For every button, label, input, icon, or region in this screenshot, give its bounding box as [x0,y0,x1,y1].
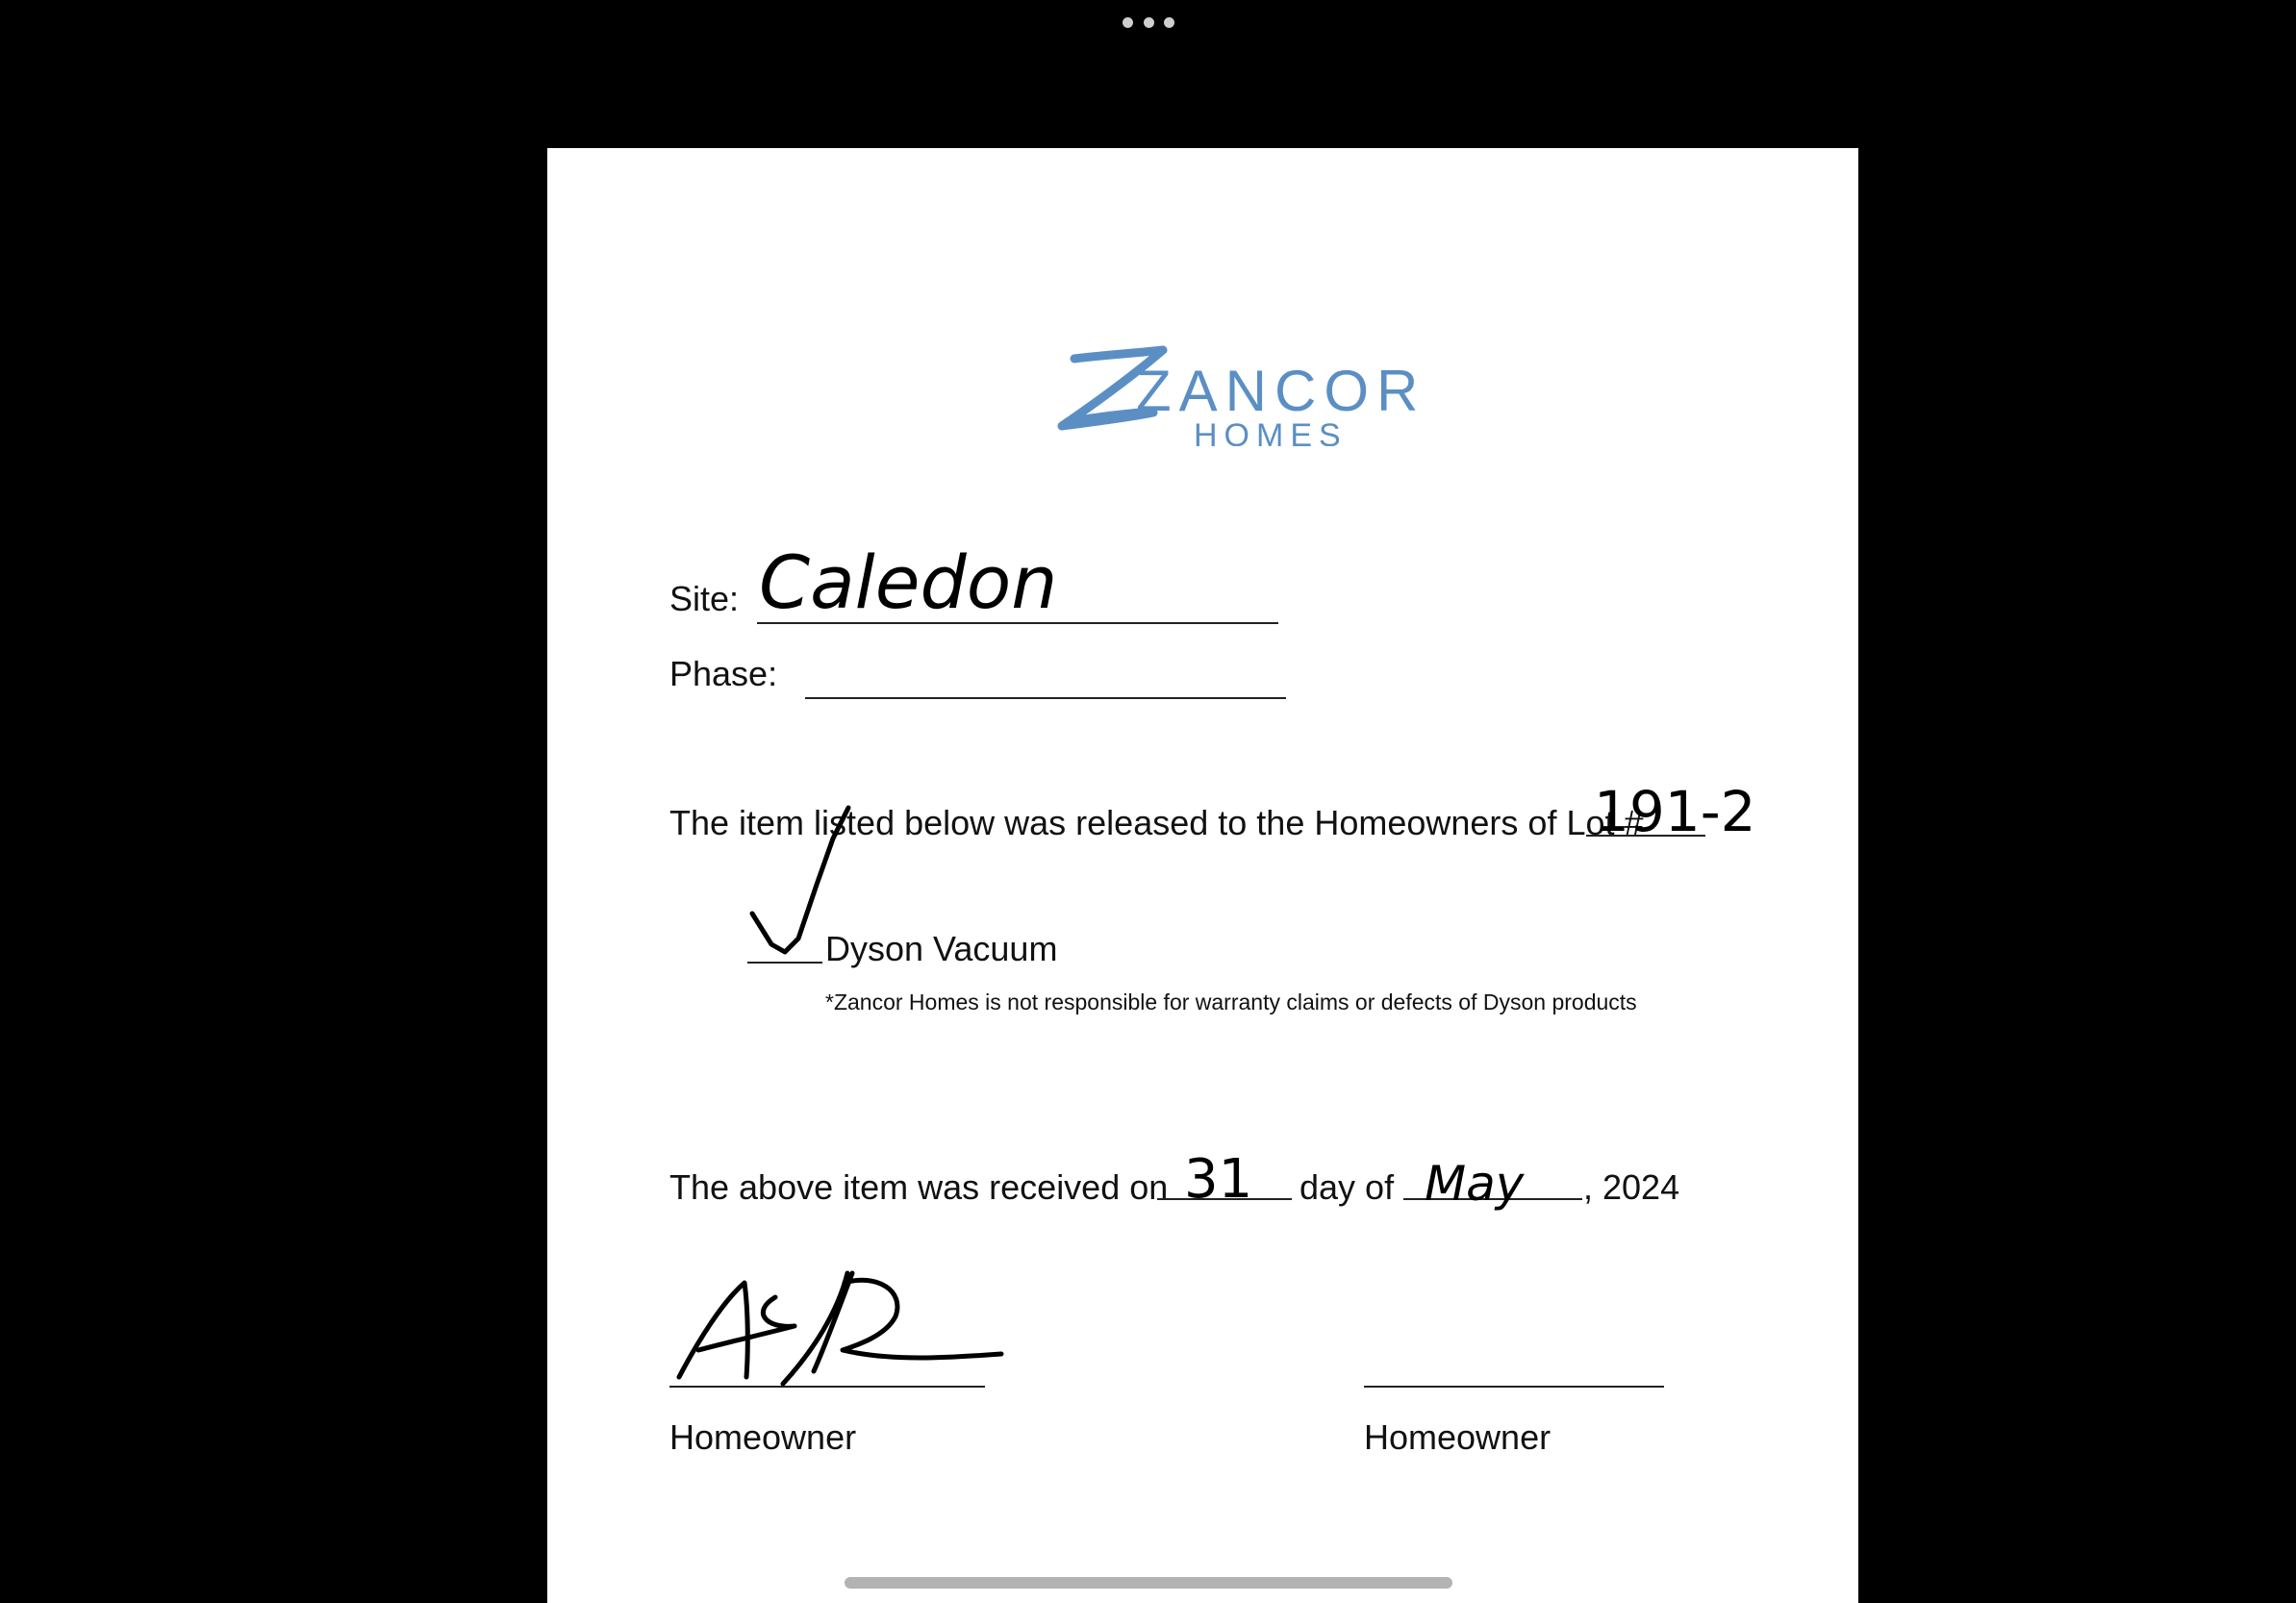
home-indicator[interactable] [845,1577,1452,1589]
day-hw-text: 31 [1184,1148,1253,1211]
dot [1144,17,1154,28]
year-label: , 2024 [1583,1167,1680,1207]
site-handwriting [757,533,1058,625]
lot-handwriting [1594,771,1756,844]
logo-word-zancor: ZANCOR [1136,359,1426,423]
phase-label: Phase: [669,654,778,693]
document-page [547,148,1858,1603]
disclaimer-text: *Zancor Homes is not responsible for warranty claims or defects of Dyson products [825,989,1637,1014]
zancor-homes-logo [1028,326,1432,446]
signature-2-label: Homeowner [1364,1417,1552,1457]
site-label: Site: [669,579,740,618]
day-of-label: day of [1299,1167,1395,1207]
dot [1164,17,1174,28]
signature-1-label: Homeowner [669,1417,857,1457]
signature-2-line[interactable] [1364,1386,1664,1388]
release-text: The item listed below was released to the Homeowners of Lot # [669,803,1644,842]
homeowner-signature [669,1254,1006,1389]
logo-word-homes: HOMES [1194,417,1348,446]
received-prefix: The above item was received on [669,1167,1169,1207]
item-label: Dyson Vacuum [825,929,1058,968]
site-hw-text: Caledon [759,539,1058,625]
day-handwriting [1182,1143,1269,1211]
more-options-icon[interactable] [1123,15,1174,29]
month-hw-text: May [1425,1156,1525,1212]
lot-hw-text: 191-2 [1594,779,1756,844]
month-handwriting [1423,1150,1557,1227]
phase-field-line[interactable] [805,697,1286,699]
dot [1123,17,1133,28]
